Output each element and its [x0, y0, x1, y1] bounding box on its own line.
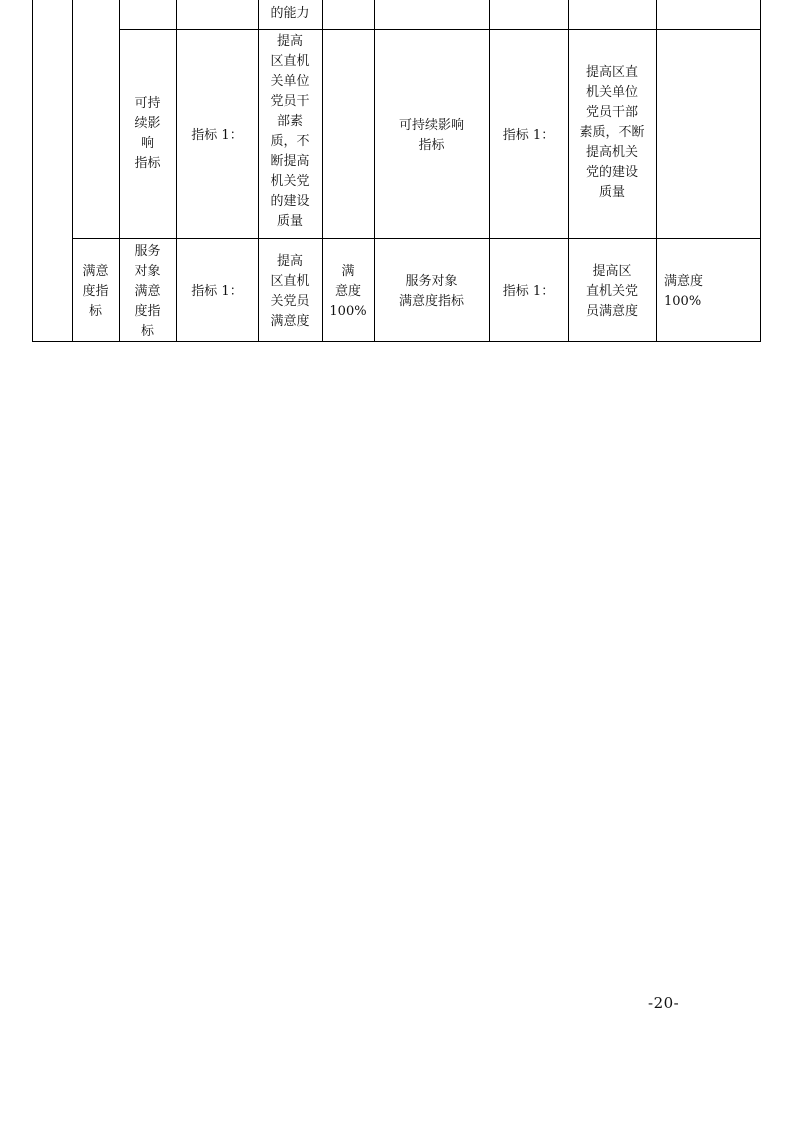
column-divider	[656, 0, 657, 342]
cell-top-continuation: 的能力	[270, 6, 310, 21]
cell-satisfaction-value: 满 意度 100%	[329, 264, 367, 319]
cell-satisfaction-level2: 满意 度指 标	[82, 264, 109, 319]
table-border-left	[32, 0, 33, 342]
cell-satisfaction-indicator-label: 指标 1：	[191, 284, 243, 299]
cell-sustain-category: 可持 续影 响 指标	[134, 96, 161, 171]
page-number: -20-	[648, 994, 680, 1012]
cell-satisfaction-level3: 服务 对象 满意 度指 标	[134, 244, 161, 339]
cell-sustain-indicator-label-2: 指标 1：	[502, 128, 555, 143]
cell-sustain-annual-target: 提高 区直机 关单位 党员干 部素 质，不 断提高 机关党 的建设 质量	[270, 34, 310, 229]
cell-satisfaction-indicator-label-2: 指标 1：	[502, 284, 555, 299]
cell-sustain-target-2: 提高区直 机关单位 党员干部 素质，不断 提高机关 党的建设 质量	[579, 65, 645, 200]
cell-satisfaction-target-2: 提高区 直机关党 员满意度	[585, 264, 638, 319]
performance-indicator-table	[32, 0, 761, 342]
cell-satisfaction-target: 提高 区直机 关党员 满意度	[270, 254, 310, 329]
row-divider	[72, 238, 761, 239]
cell-satisfaction-category-2: 服务对象 满意度指标	[398, 274, 464, 309]
cell-satisfaction-value-2: 满意度 100%	[664, 274, 704, 309]
cell-sustain-indicator-label: 指标 1：	[191, 128, 243, 143]
row-divider	[119, 29, 761, 30]
table-border-right	[760, 0, 761, 342]
cell-sustain-category-2: 可持续影响 指标	[398, 118, 464, 153]
